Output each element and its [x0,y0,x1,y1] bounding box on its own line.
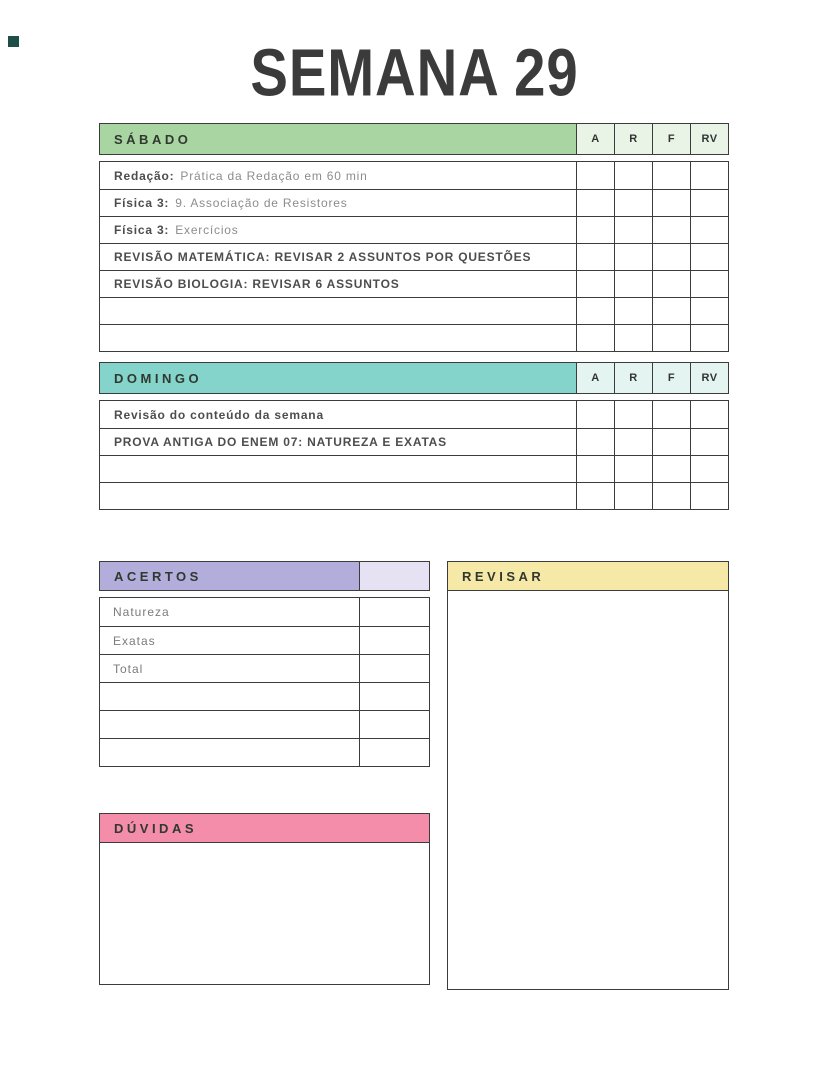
task-label: PROVA ANTIGA DO ENEM 07: NATUREZA E EXATAS [114,435,447,449]
check-cell-r[interactable] [614,162,652,189]
task-row-empty [100,455,728,482]
task-text-cell [100,190,576,216]
revisar-header-label: REVISAR [448,562,728,590]
status-col-f: F [652,363,690,393]
domingo-header-row [99,362,729,394]
check-cell-a[interactable] [576,298,614,324]
check-cell-rv[interactable] [690,429,728,455]
task-label: REVISÃO BIOLOGIA: REVISAR 6 ASSUNTOS [114,277,400,291]
check-cell-r[interactable] [614,271,652,297]
task-label: REVISÃO MATEMÁTICA: REVISAR 2 ASSUNTOS POR QUESTÕES [114,250,532,264]
acertos-row-label[interactable] [100,683,359,710]
task-text-cell [100,162,576,189]
task-description: Prática da Redação em 60 min [180,168,368,183]
acertos-row-empty [100,738,429,766]
check-cell-rv[interactable] [690,217,728,243]
check-cell-rv[interactable] [690,456,728,482]
check-cell-a[interactable] [576,190,614,216]
page-title-wrap [0,34,828,108]
sabado-task-table [99,161,729,352]
task-text-cell [100,429,576,455]
acertos-value-cell[interactable] [359,711,429,738]
acertos-score-header-cell [359,562,429,590]
check-cell-rv[interactable] [690,483,728,509]
check-cell-f[interactable] [652,483,690,509]
acertos-value-cell[interactable] [359,683,429,710]
task-text-cell[interactable] [100,456,576,482]
check-cell-f[interactable] [652,429,690,455]
check-cell-f[interactable] [652,190,690,216]
acertos-row-label: Natureza [113,605,170,619]
task-label: Redação: [114,168,175,183]
check-cell-f[interactable] [652,162,690,189]
task-row [100,243,728,270]
acertos-row [100,626,429,654]
status-col-f: F [652,124,690,154]
check-cell-r[interactable] [614,401,652,428]
check-cell-r[interactable] [614,217,652,243]
check-cell-f[interactable] [652,401,690,428]
check-cell-a[interactable] [576,401,614,428]
task-row [100,401,728,428]
check-cell-rv[interactable] [690,325,728,351]
task-text-cell [100,217,576,243]
task-text-cell [100,244,576,270]
status-col-rv: RV [690,363,728,393]
task-row-empty [100,297,728,324]
duvidas-header-label: DÚVIDAS [100,814,429,842]
status-col-a: A [576,124,614,154]
task-description: 9. Associação de Resistores [175,196,348,210]
task-text-cell[interactable] [100,298,576,324]
check-cell-a[interactable] [576,162,614,189]
check-cell-r[interactable] [614,298,652,324]
check-cell-r[interactable] [614,244,652,270]
check-cell-rv[interactable] [690,190,728,216]
check-cell-f[interactable] [652,456,690,482]
check-cell-rv[interactable] [690,271,728,297]
check-cell-f[interactable] [652,217,690,243]
task-row-empty [100,482,728,509]
acertos-row [100,654,429,682]
duvidas-notes-area[interactable] [99,842,430,985]
acertos-row-empty [100,710,429,738]
acertos-row-empty [100,682,429,710]
check-cell-rv[interactable] [690,162,728,189]
check-cell-f[interactable] [652,298,690,324]
task-text-cell[interactable] [100,483,576,509]
acertos-table [99,597,430,767]
duvidas-header-row [99,813,430,843]
domingo-header-label: DOMINGO [100,363,576,393]
check-cell-a[interactable] [576,483,614,509]
check-cell-a[interactable] [576,325,614,351]
task-description: Exercícios [175,223,239,237]
check-cell-f[interactable] [652,325,690,351]
task-row [100,216,728,243]
status-col-a: A [576,363,614,393]
task-label: Física 3: [114,223,170,237]
task-row [100,428,728,455]
check-cell-r[interactable] [614,325,652,351]
check-cell-rv[interactable] [690,298,728,324]
status-col-r: R [614,124,652,154]
acertos-row [100,598,429,626]
acertos-row-label: Total [113,661,144,676]
sabado-header-label: SÁBADO [100,124,576,154]
page-title: SEMANA 29 [249,35,579,110]
task-row [100,189,728,216]
task-text-cell[interactable] [100,325,576,351]
task-row [100,270,728,297]
acertos-header-label: ACERTOS [100,562,359,590]
task-text-cell [100,401,576,428]
check-cell-r[interactable] [614,429,652,455]
check-cell-rv[interactable] [690,244,728,270]
check-cell-a[interactable] [576,244,614,270]
check-cell-r[interactable] [614,456,652,482]
acertos-value-cell[interactable] [359,598,429,626]
status-col-rv: RV [690,124,728,154]
check-cell-rv[interactable] [690,401,728,428]
check-cell-r[interactable] [614,483,652,509]
acertos-header-row [99,561,430,591]
revisar-notes-area[interactable] [447,590,729,990]
task-label: Revisão do conteúdo da semana [114,407,324,422]
acertos-row-label: Exatas [113,633,156,648]
check-cell-a[interactable] [576,217,614,243]
check-cell-a[interactable] [576,271,614,297]
acertos-value-cell[interactable] [359,655,429,682]
check-cell-r[interactable] [614,190,652,216]
task-row [100,162,728,189]
revisar-header-row [447,561,729,591]
check-cell-a[interactable] [576,429,614,455]
status-col-r: R [614,363,652,393]
sabado-header-row [99,123,729,155]
acertos-value-cell[interactable] [359,627,429,654]
domingo-task-table [99,400,729,510]
acertos-row-label[interactable] [100,739,359,766]
task-row-empty [100,324,728,351]
acertos-value-cell[interactable] [359,739,429,766]
check-cell-a[interactable] [576,456,614,482]
check-cell-f[interactable] [652,271,690,297]
task-text-cell [100,271,576,297]
task-label: Física 3: [114,196,170,210]
acertos-row-label[interactable] [100,711,359,738]
check-cell-f[interactable] [652,244,690,270]
